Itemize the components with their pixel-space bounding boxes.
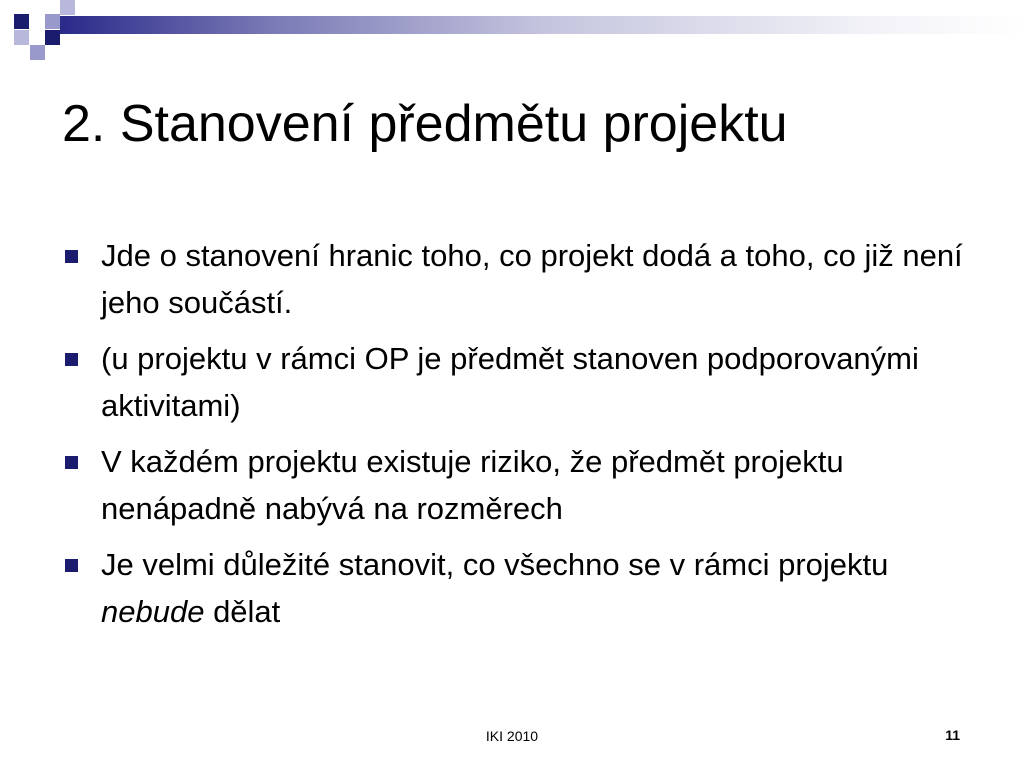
- bullet-text-after: dělat: [204, 594, 281, 629]
- deco-square-light: [30, 45, 45, 60]
- bullet-text-before: Je velmi důležité stanovit, co všechno se v rámci projektu: [101, 547, 889, 582]
- deco-square-light: [60, 0, 75, 15]
- bullet-item: [64, 232, 984, 326]
- square-bullet-icon: [65, 456, 78, 469]
- bullet-item: [64, 438, 984, 532]
- square-bullet-icon: [65, 559, 78, 572]
- slide-title: 2. Stanovení předmětu projektu: [62, 95, 788, 153]
- square-bullet-icon: [65, 250, 78, 263]
- bullet-text: Jde o stanovení hranic toho, co projekt dodá a toho, co již není jeho součástí.: [101, 238, 963, 320]
- bullet-text: [101, 547, 888, 629]
- bullet-item: [64, 541, 984, 635]
- square-bullet-icon: [65, 353, 78, 366]
- header-gradient-band: [60, 16, 1024, 34]
- footer-text: IKI 2010: [485, 728, 539, 744]
- bullet-item: [64, 335, 984, 429]
- deco-square-dark: [14, 14, 29, 29]
- deco-square-dark: [45, 30, 60, 45]
- bullet-list: [64, 232, 984, 644]
- deco-square-light: [14, 30, 29, 45]
- page-number: 11: [945, 727, 960, 743]
- bullet-text-italic: nebude: [101, 594, 205, 629]
- bullet-text: (u projektu v rámci OP je předmět stanoven podporovanými aktivitami): [101, 341, 919, 423]
- deco-square-light: [45, 14, 60, 29]
- bullet-text: V každém projektu existuje riziko, že předmět projektu nenápadně nabývá na rozměrech: [101, 444, 844, 526]
